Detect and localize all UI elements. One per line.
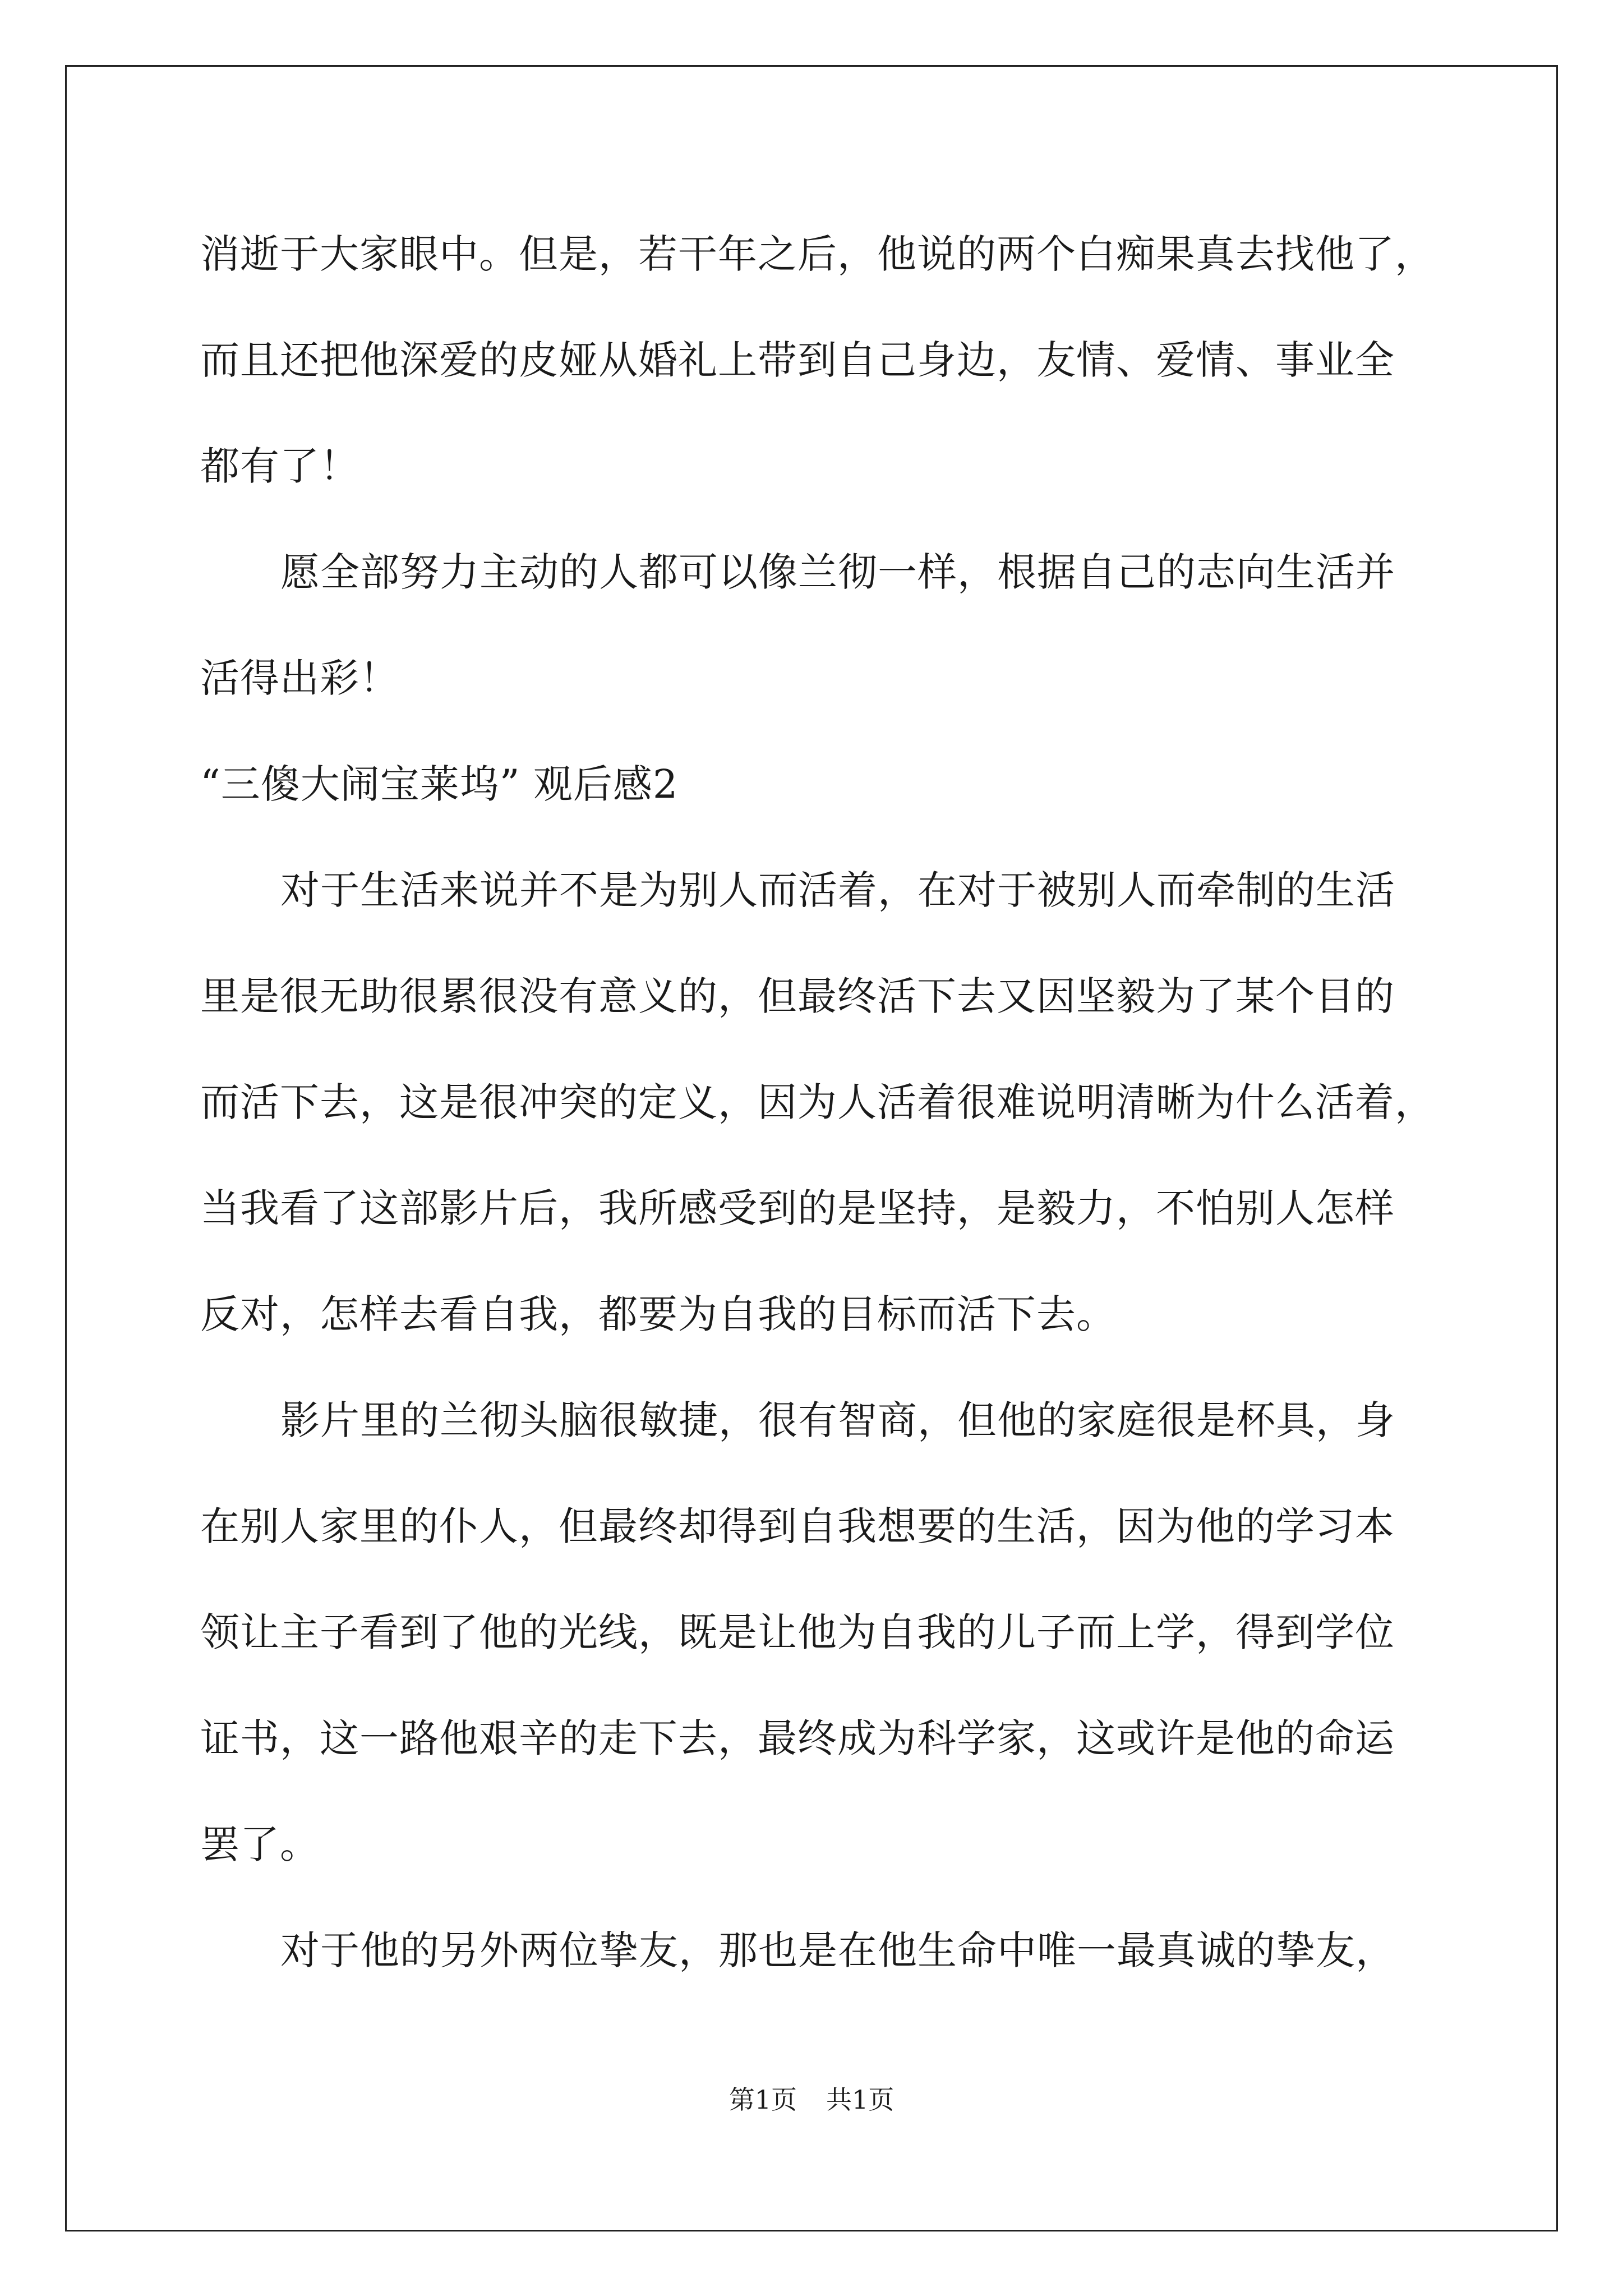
paragraph-line: 领让主子看到了他的光线，既是让他为自我的儿子而上学，得到学位 bbox=[200, 1609, 1395, 1655]
page-footer bbox=[0, 2083, 1623, 2116]
paragraph-line: 对于他的另外两位挚友，那也是在他生命中唯一最真诚的挚友， bbox=[280, 1927, 1395, 1973]
paragraph-line: 而且还把他深爱的皮娅从婚礼上带到自己身边，友情、爱情、事业全 bbox=[200, 337, 1395, 383]
paragraph-line: 对于生活来说并不是为别人而活着，在对于被别人而牵制的生活 bbox=[280, 867, 1395, 913]
paragraph-line: 证书，这一路他艰辛的走下去，最终成为科学家，这或许是他的命运 bbox=[200, 1715, 1395, 1761]
paragraph-line: 活得出彩！ bbox=[200, 655, 399, 701]
paragraph-line: 罢了。 bbox=[200, 1821, 320, 1867]
paragraph-line: 消逝于大家眼中。但是，若干年之后，他说的两个白痴果真去找他了， bbox=[200, 231, 1435, 277]
page-number: 第1页 bbox=[728, 2085, 797, 2115]
paragraph-line: 都有了！ bbox=[200, 443, 359, 489]
paragraph-line: 而活下去，这是很冲突的定义，因为人活着很难说明清晰为什么活着， bbox=[200, 1079, 1435, 1125]
paragraph-line: 在别人家里的仆人，但最终却得到自我想要的生活，因为他的学习本 bbox=[200, 1503, 1395, 1549]
paragraph-line: 当我看了这部影片后，我所感受到的是坚持，是毅力，不怕别人怎样 bbox=[200, 1185, 1395, 1231]
paragraph-line: 愿全部努力主动的人都可以像兰彻一样，根据自己的志向生活并 bbox=[280, 549, 1395, 595]
page-border bbox=[65, 65, 1558, 2231]
page-total: 共1页 bbox=[826, 2085, 895, 2115]
section-heading: “三傻大闹宝莱坞” 观后感2 bbox=[200, 761, 679, 807]
paragraph-line: 里是很无助很累很没有意义的，但最终活下去又因坚毅为了某个目的 bbox=[200, 973, 1395, 1019]
paragraph-line: 反对，怎样去看自我，都要为自我的目标而活下去。 bbox=[200, 1291, 1116, 1337]
paragraph-line: 影片里的兰彻头脑很敏捷，很有智商，但他的家庭很是杯具，身 bbox=[280, 1397, 1395, 1443]
